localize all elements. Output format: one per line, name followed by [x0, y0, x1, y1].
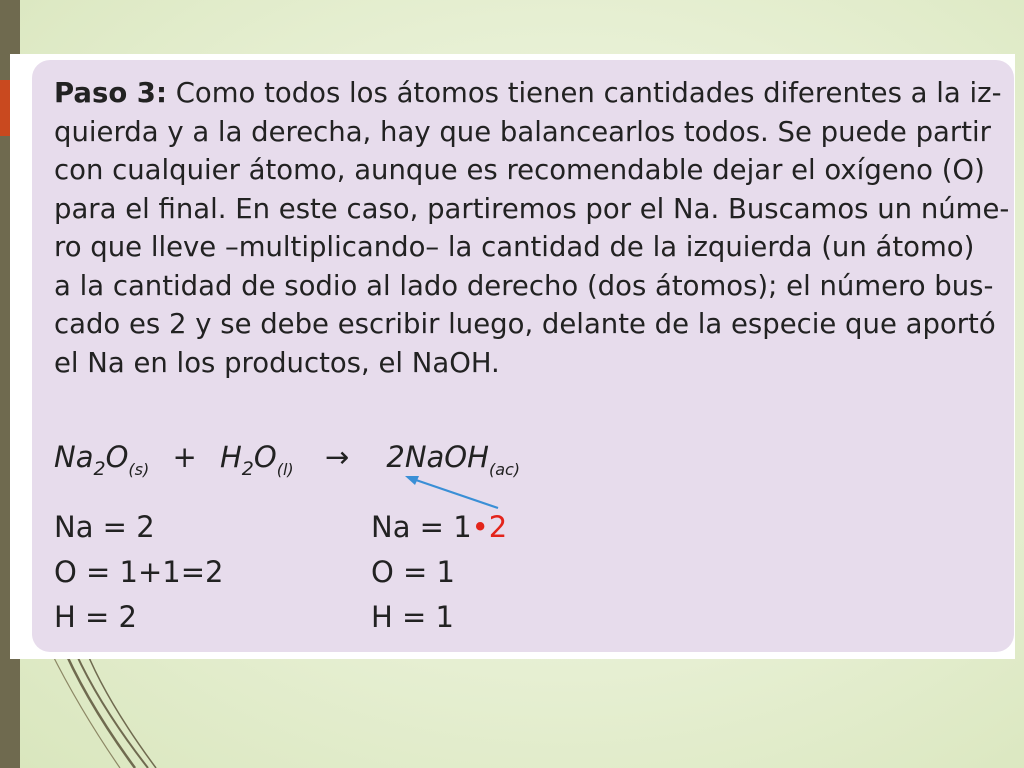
paragraph-line: a la cantidad de sodio al lado derecho (dos átomos); el número bus-: [54, 269, 994, 302]
decorative-lines: [40, 640, 180, 768]
multiply-dot: •: [471, 510, 489, 544]
reactant-h2o: $H_2O_{(l)}$: [219, 440, 294, 480]
count-na-right: Na = 1•2: [371, 510, 508, 544]
count-o-right: O = 1: [371, 555, 456, 589]
product-atom-counts: [371, 505, 507, 640]
paragraph-line: quierda y a la derecha, hay que balancearlos todos. Se puede partir: [54, 115, 991, 148]
count-h-right: H = 1: [371, 600, 454, 634]
step-label: Paso 3:: [54, 77, 167, 109]
reaction-arrow: →: [324, 440, 350, 474]
reactant-atom-counts: [54, 505, 224, 640]
count-o-left: O = 1+1=2: [54, 555, 224, 589]
step-paragraph: [54, 74, 1010, 382]
reactant-na2o: $Na_2O_{(s)}$: [54, 440, 150, 480]
count-na-left: Na = 2: [54, 510, 155, 544]
count-h-left: H = 2: [54, 600, 137, 634]
paragraph-line: el Na en los productos, el NaOH.: [54, 346, 500, 379]
product-naoh: 2NaOH$_{(ac)}$: [386, 440, 521, 479]
paragraph-line: con cualquier átomo, aunque es recomendable dejar el oxígeno (O): [54, 154, 985, 186]
paragraph-line: Como todos los átomos tienen cantidades diferentes a la iz-: [175, 77, 1002, 109]
paragraph-line: para el final. En este caso, partiremos por el Na. Buscamos un núme-: [54, 192, 1010, 225]
paragraph-line: cado es 2 y se debe escribir luego, delante de la especie que aportó: [54, 308, 996, 340]
multiplier-factor: 2: [488, 510, 508, 544]
plus-sign: +: [172, 440, 197, 474]
paragraph-line: ro que lleve –multiplicando– la cantidad de la izquierda (un átomo): [54, 231, 975, 263]
